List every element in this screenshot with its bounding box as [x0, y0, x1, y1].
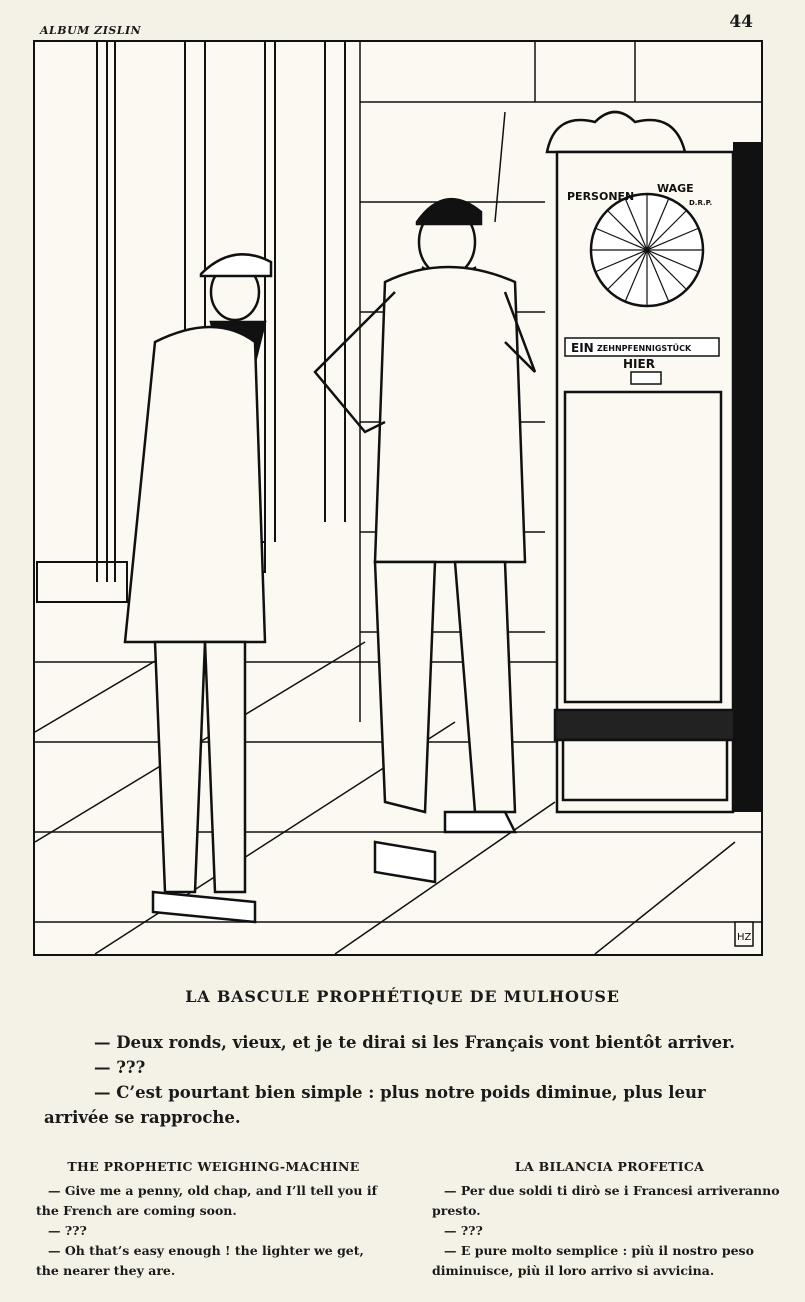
sign-personen: PERSONEN — [567, 190, 635, 203]
cartoon-illustration — [35, 42, 761, 954]
coin-label-zehn: ZEHNPFENNIGSTÜCK — [597, 344, 692, 353]
standing-man-figure — [315, 112, 535, 882]
artist-monogram: HZ — [737, 932, 752, 943]
caption-title: LA BASCULE PROPHÉTIQUE DE MULHOUSE — [185, 987, 620, 1006]
italian-line-3: — E pure molto semplice : più il nostro peso diminuisce, più il loro arrivo si avvicina. — [432, 1243, 754, 1278]
sign-wage: WAGE — [657, 182, 694, 195]
english-line-3: — Oh that’s easy enough ! the lighter we get, the nearer they are. — [36, 1243, 364, 1278]
french-line-3: — C’est pourtant bien simple : plus notre poids diminue, plus leur arrivée se rapproche. — [44, 1083, 706, 1127]
weighing-machine — [547, 112, 761, 812]
french-line-2: — ??? — [94, 1058, 146, 1077]
italian-column — [432, 1157, 787, 1281]
coin-label-hier: HIER — [623, 357, 655, 371]
italian-line-1: — Per due soldi ti dirò se i Francesi arriveranno presto. — [432, 1183, 780, 1218]
italian-line-2: — ??? — [444, 1223, 483, 1238]
italian-title: LA BILANCIA PROFETICA — [514, 1159, 705, 1174]
english-line-1: — Give me a penny, old chap, and I’ll tell you if the French are coming soon. — [36, 1183, 377, 1218]
illustration-frame — [33, 40, 763, 956]
coin-label-ein: EIN — [571, 341, 594, 355]
english-line-2: — ??? — [48, 1223, 87, 1238]
english-title: THE PROPHETIC WEIGHING-MACHINE — [67, 1159, 360, 1174]
english-column — [36, 1157, 391, 1281]
page-number: 44 — [729, 12, 753, 32]
sign-drp: D.R.P. — [689, 199, 713, 207]
french-dialogue — [44, 1030, 764, 1130]
listening-man-figure — [125, 254, 271, 922]
album-header: ALBUM ZISLIN — [40, 24, 142, 37]
french-line-1: — Deux ronds, vieux, et je te dirai si les Français vont bientôt arriver. — [94, 1033, 736, 1052]
